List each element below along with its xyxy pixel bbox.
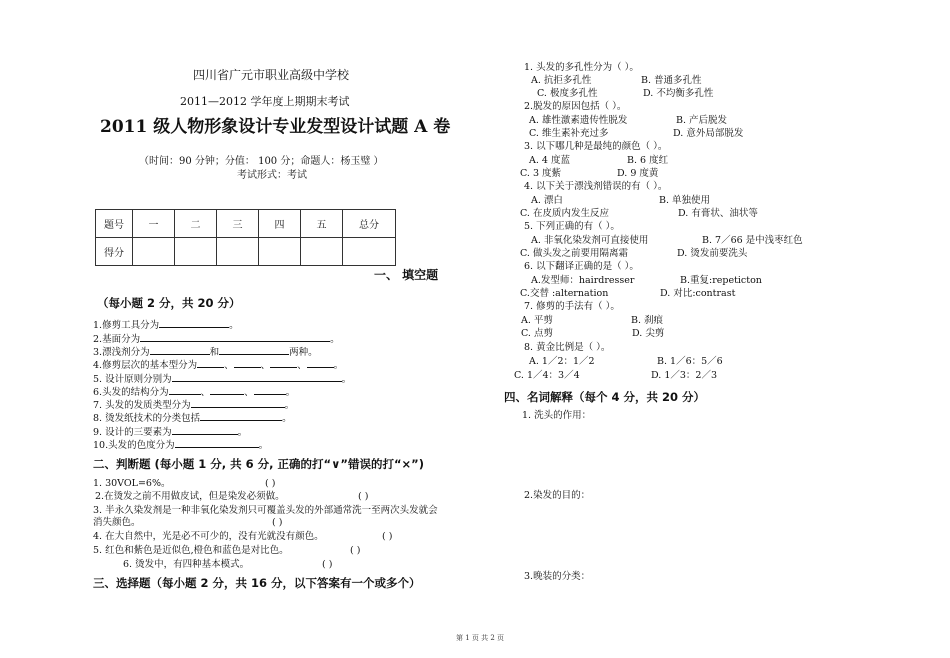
judge-answer-paren[interactable]: ( ) — [322, 559, 333, 570]
score-input-total[interactable] — [343, 238, 396, 266]
blank-item-text: 10.头发的色度分为 — [93, 440, 175, 451]
choice-option[interactable]: B. 7／66 是中浅枣红色 — [702, 235, 803, 246]
answer-blank[interactable] — [140, 331, 330, 342]
exam-meta: （时间：90 分钟；分值： 100 分；命题人：杨玉璧 ） — [139, 156, 384, 167]
choice-option[interactable]: B. 6 度红 — [627, 155, 669, 166]
score-table — [95, 209, 396, 266]
choice-option[interactable]: A. 平剪 — [521, 315, 553, 326]
answer-blank[interactable] — [234, 357, 261, 368]
section2-title: 二、判断题 (每小题 1 分, 共 6 分, 正确的打“∨”错误的打“×”) — [93, 457, 424, 471]
judge-answer-paren[interactable]: ( ) — [350, 545, 361, 556]
choice-option[interactable]: D. 有膏状、油状等 — [678, 208, 758, 219]
score-cell-q1: 一 — [133, 210, 175, 238]
choice-option[interactable]: C. 点剪 — [521, 328, 553, 339]
judge-answer-paren[interactable]: ( ) — [272, 517, 283, 528]
choice-option[interactable]: B. 刹痕 — [631, 315, 664, 326]
choice-option[interactable]: D. 不均衡多孔性 — [643, 88, 714, 99]
score-input-q1[interactable] — [133, 238, 175, 266]
exam-title: 2011 级人物形象设计专业发型设计试题 A 卷 — [100, 117, 451, 137]
choice-option[interactable]: C. 3 度紫 — [520, 168, 562, 179]
choice-question-6: 6. 以下翻译正确的是（ ）。 — [524, 261, 639, 272]
score-row-label: 得分 — [96, 238, 133, 266]
choice-option[interactable]: B. 单独使用 — [659, 195, 711, 206]
choice-option[interactable]: D. 1／3：2／3 — [651, 370, 717, 381]
answer-blank[interactable] — [172, 371, 342, 382]
section1-title: 一、 填空题 — [374, 268, 439, 282]
answer-blank[interactable] — [169, 384, 201, 395]
blank-item-text: 6.头发的结构分为 — [93, 387, 169, 398]
choice-option[interactable]: C. 1／4：3／4 — [514, 370, 580, 381]
judge-item-1: 1. 30VOL=6%。 — [93, 478, 171, 489]
answer-blank[interactable] — [172, 424, 238, 435]
answer-blank[interactable] — [150, 344, 210, 355]
score-cell-q3: 三 — [217, 210, 259, 238]
choice-option[interactable]: A. 抗拒多孔性 — [531, 75, 592, 86]
answer-blank[interactable] — [197, 357, 224, 368]
choice-option[interactable]: B. 1／6：5／6 — [657, 356, 723, 367]
choice-option[interactable]: A. 雄性激素遗传性脱发 — [529, 115, 628, 126]
score-cell-q5: 五 — [301, 210, 343, 238]
page-footer: 第 1 页 共 2 页 — [456, 634, 505, 642]
choice-option[interactable]: C.交替 :alternation — [520, 288, 609, 299]
blank-period: 。 — [229, 320, 239, 331]
section1-subtitle: （每小题 2 分，共 20 分） — [97, 296, 241, 310]
judge-item-3: 3. 半永久染发剂是一种非氧化染发剂只可覆盖头发的外部通常洗一至两次头发就会 — [93, 505, 438, 516]
blank-period: 。 — [258, 440, 269, 451]
score-cell-q2: 二 — [175, 210, 217, 238]
choice-question-1: 1. 头发的多孔性分为（ ）。 — [524, 62, 639, 73]
choice-question-4: 4. 以下关于漂浅剂错误的有（ ）。 — [524, 181, 668, 192]
choice-option[interactable]: A. 非氧化染发剂可直接使用 — [531, 235, 649, 246]
term-line: 2011—2012 学年度上期期末考试 — [180, 95, 350, 108]
answer-blank[interactable] — [270, 357, 297, 368]
blank-item-tail: 两种。 — [289, 347, 318, 358]
judge-item-6: 6. 烫发中，有四种基本模式。 — [123, 559, 250, 570]
choice-question-3: 3. 以下哪几种是最纯的颜色（ ）。 — [524, 141, 668, 152]
choice-option[interactable]: D. 意外局部脱发 — [673, 128, 744, 139]
choice-option[interactable]: D. 烫发前要洗头 — [677, 248, 748, 259]
blank-item-text: 8. 烫发纸技术的分类包括 — [93, 413, 201, 424]
judge-item-2: 2.在烫发之前不用做皮试，但是染发必须做。 — [95, 491, 285, 502]
blank-item-text: 9. 设计的三要素为 — [93, 427, 172, 438]
answer-blank[interactable] — [191, 397, 285, 408]
choice-option[interactable]: B. 普通多孔性 — [641, 75, 702, 86]
exam-form: 考试形式：考试 — [237, 170, 307, 181]
blank-item-6: 6.头发的结构分为 、 、 。 — [93, 384, 295, 399]
blank-item-text: 2.基面分为 — [93, 334, 141, 345]
blank-period: 。 — [285, 387, 296, 398]
section4-title: 四、名词解释（每个 4 分，共 20 分） — [504, 390, 706, 404]
blank-item-8 — [93, 410, 292, 425]
blank-item-4: 4.修剪层次的基本型分为 、 、 、 。 — [93, 357, 343, 372]
choice-option[interactable]: C. 维生素补充过多 — [529, 128, 609, 139]
blank-item-1 — [93, 317, 239, 332]
judge-answer-paren[interactable]: ( ) — [382, 531, 393, 542]
score-input-q5[interactable] — [301, 238, 343, 266]
blank-item-text: 3.漂浅剂分为 — [93, 347, 150, 358]
choice-question-2: 2.脱发的原因包括（ ）。 — [524, 101, 627, 112]
answer-blank[interactable] — [200, 410, 282, 421]
score-input-q2[interactable] — [175, 238, 217, 266]
blank-item-text: 7. 头发的发质类型分为 — [93, 400, 191, 411]
blank-period: 。 — [284, 400, 295, 411]
choice-question-7: 7. 修剪的手法有（ ）。 — [524, 301, 620, 312]
score-input-q3[interactable] — [217, 238, 259, 266]
definition-item-1: 1. 洗头的作用： — [522, 410, 592, 421]
answer-blank[interactable] — [210, 384, 244, 395]
choice-option[interactable]: D. 9 度黄 — [617, 168, 659, 179]
score-table-header-row — [96, 210, 396, 238]
blank-period: 。 — [282, 413, 292, 424]
choice-option[interactable]: C. 做头发之前要用隔离霜 — [520, 248, 628, 259]
choice-question-5: 5. 下列正确的有（ ）。 — [524, 221, 620, 232]
judge-answer-paren[interactable]: ( ) — [265, 478, 276, 489]
blank-period: 。 — [330, 334, 340, 345]
choice-option[interactable]: C. 极度多孔性 — [537, 88, 598, 99]
choice-option[interactable]: D. 对比:contrast — [660, 288, 736, 299]
definition-item-2: 2.染发的目的： — [524, 490, 591, 501]
choice-option[interactable]: C. 在皮质内发生反应 — [520, 208, 609, 219]
answer-blank[interactable] — [219, 344, 289, 355]
judge-item-5: 5. 红色和紫色是近似色,橙色和蓝色是对比色。 — [93, 545, 289, 556]
blank-item-text: 4.修剪层次的基本型分为 — [93, 360, 198, 371]
section3-title: 三、选择题（每小题 2 分，共 16 分，以下答案有一个或多个） — [93, 576, 421, 590]
judge-item-3-cont: 消失颜色。 — [93, 517, 141, 528]
answer-blank[interactable] — [175, 437, 259, 448]
choice-question-8: 8. 黄金比例是（ ）。 — [524, 342, 611, 353]
school-name: 四川省广元市职业高级中学校 — [193, 68, 350, 82]
blank-period: 。 — [237, 427, 248, 438]
answer-blank[interactable] — [254, 384, 286, 395]
judge-answer-paren[interactable]: ( ) — [358, 491, 369, 502]
blank-item-text: 1.修剪工具分为 — [93, 320, 160, 331]
score-cell-q4: 四 — [259, 210, 301, 238]
blank-item-text: 5. 设计原则分别为 — [93, 374, 172, 385]
choice-option[interactable]: A.发型师：hairdresser — [531, 275, 635, 286]
answer-blank[interactable] — [307, 357, 334, 368]
choice-option[interactable]: B.重复:repeticton — [680, 275, 762, 286]
blank-period: 。 — [341, 374, 352, 385]
answer-blank[interactable] — [159, 317, 229, 328]
definition-item-3: 3.晚装的分类： — [524, 571, 591, 582]
blank-conjunction: 和 — [209, 347, 220, 358]
choice-option[interactable]: A. 4 度蓝 — [529, 155, 570, 166]
score-input-q4[interactable] — [259, 238, 301, 266]
score-table-score-row — [96, 238, 396, 266]
judge-item-4: 4. 在大自然中，光是必不可少的，没有光就没有颜色。 — [93, 531, 324, 542]
choice-option[interactable]: D. 尖剪 — [632, 328, 665, 339]
score-cell-label: 题号 — [96, 210, 133, 238]
score-cell-total: 总分 — [343, 210, 396, 238]
choice-option[interactable]: A. 漂白 — [531, 195, 563, 206]
choice-option[interactable]: B. 产后脱发 — [676, 115, 728, 126]
choice-option[interactable]: A. 1／2：1／2 — [529, 356, 595, 367]
blank-item-10 — [93, 437, 268, 452]
blank-period: 。 — [333, 360, 344, 371]
